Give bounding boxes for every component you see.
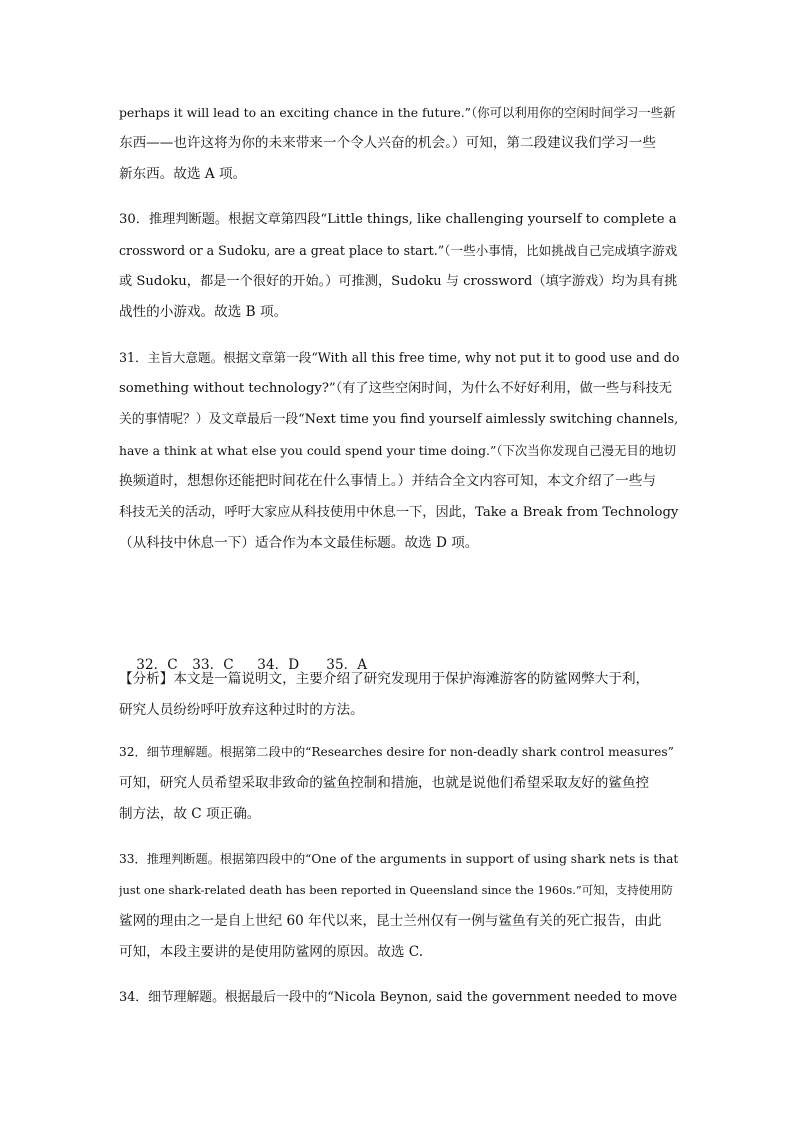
paragraph-q32 — [119, 737, 679, 830]
answer-32: 32．C — [136, 657, 178, 673]
paragraph-q29-continuation — [119, 97, 679, 190]
answer-35: 35．A — [326, 657, 368, 673]
text-line: just one shark-related death has been reported in Queensland since the 1960s.”可知，支持使用防 — [119, 883, 673, 897]
text-line: 33．推理判断题。根据第四段中的“One of the arguments in support of using shark nets is that — [119, 852, 679, 866]
text-line: 32．细节理解题。根据第二段中的“Researches desire for non-deadly shark control measures” — [119, 745, 674, 759]
text-line: 换频道时，想想你还能把时间花在什么事情上。）并结合全文内容可知，本文介绍了一些与 — [119, 473, 656, 489]
paragraph-analysis — [119, 664, 679, 726]
text-line: something without technology?”（有了这些空闲时间，为什么不好好利用，做一些与科技无 — [119, 381, 672, 396]
text-line: 关的事情呢？）及文章最后一段“Next time you find yourself aimlessly switching channels, — [119, 412, 679, 427]
text-line: 31．主旨大意题。根据文章第一段“With all this free time, why not put it to good use and do — [119, 350, 679, 365]
text-line: 【分析】本文是一篇说明文，主要介绍了研究发现用于保护海滩游客的防鲨网弊大于利， — [119, 671, 650, 687]
text-line: 或 Sudoku，都是一个很好的开始。）可推测，Sudoku 与 crossword（填字游戏）均为具有挑 — [119, 274, 678, 289]
text-line: 战性的小游戏。故选 B 项。 — [119, 304, 288, 320]
text-line: 科技无关的活动，呼吁大家应从科技使用中休息一下，因此，Take a Break from Technology — [119, 505, 679, 520]
answer-33: 33．C — [192, 657, 234, 673]
text-line: 东西——也许这将为你的未来带来一个令人兴奋的机会。）可知，第二段建议我们学习一些 — [119, 135, 656, 151]
text-line: have a think at what else you could spend your time doing.”（下次当你发现自己漫无目的地切 — [119, 443, 676, 458]
paragraph-q30 — [119, 204, 679, 328]
text-line: 34．细节理解题。根据最后一段中的“Nicola Beynon, said the government needed to move — [119, 990, 678, 1005]
text-line: 可知，本段主要讲的是使用防鲨网的原因。故选 C. — [119, 944, 424, 960]
paragraph-q34 — [119, 982, 679, 1013]
text-line: 制方法，故 C 项正确。 — [119, 806, 261, 822]
text-line: 新东西。故选 A 项。 — [119, 166, 247, 182]
text-line: 鲨网的理由之一是自上世纪 60 年代以来，昆士兰州仅有一例与鲨鱼有关的死亡报告，由此 — [119, 913, 662, 929]
text-line: perhaps it will lead to an exciting chance in the future.”（你可以利用你的空闲时间学习一些新 — [119, 105, 676, 120]
answer-34: 34．D — [257, 657, 300, 673]
text-line: 研究人员纷纷呼吁放弃这种过时的方法。 — [119, 702, 364, 718]
paragraph-q31 — [119, 342, 679, 559]
text-line: （从科技中休息一下）适合作为本文最佳标题。故选 D 项。 — [119, 535, 479, 551]
text-line: 30．推理判断题。根据文章第四段“Little things, like challenging yourself to complete a — [119, 212, 677, 227]
text-line: crossword or a Sudoku, are a great place to start.”（一些小事情，比如挑战自己完成填字游戏 — [119, 243, 678, 258]
text-line: 可知，研究人员希望采取非致命的鲨鱼控制和措施，也就是说他们希望采取友好的鲨鱼控 — [119, 775, 650, 791]
paragraph-q33 — [119, 844, 679, 968]
